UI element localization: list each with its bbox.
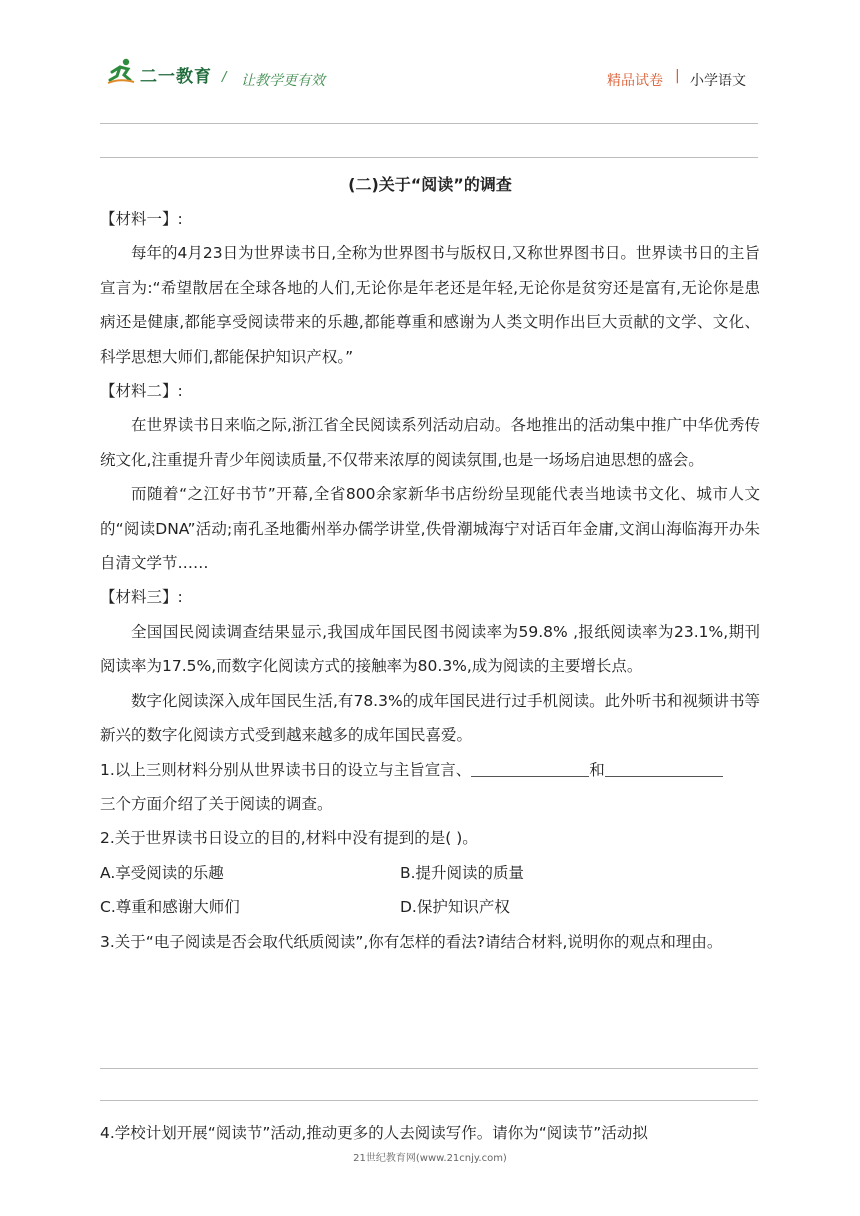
header-tag-premium: 精品试卷 <box>607 73 663 89</box>
option-a: A.享受阅读的乐趣 <box>100 863 224 882</box>
question-1 <box>100 753 760 822</box>
material-3-paragraph-1: 全国国民阅读调查结果显示,我国成年国民图书阅读率为59.8% ,报纸阅读率为23.1%,期刊阅读率为17.5%,而数字化阅读方式的接触率为80.3%,成为阅读的主要增长点。 <box>100 622 760 676</box>
question-2-options-row-2 <box>100 890 760 924</box>
page-header <box>0 0 860 110</box>
option-d: D.保护知识产权 <box>400 898 510 917</box>
material-1-label: 【材料一】: <box>100 210 183 228</box>
question-2-options-row-1 <box>100 856 760 890</box>
question-1-text-b: 和 <box>589 760 605 779</box>
question-4-stem: 4.学校计划开展“阅读节”活动,推动更多的人去阅读写作。请你为“阅读节”活动拟 <box>100 1124 648 1142</box>
exam-content <box>100 168 760 959</box>
header-rule-bottom <box>100 157 758 158</box>
answer-line-2[interactable] <box>100 1100 758 1101</box>
answer-blank-1[interactable] <box>471 758 589 777</box>
material-3-label: 【材料三】: <box>100 588 183 607</box>
material-2-paragraph-2: 而随着“之江好书节”开幕,全省800余家新华书店纷纷呈现能代表当地读书文化、城市人文的“阅读DNA”活动;南孔圣地衢州举办儒学讲堂,佚骨潮城海宁对话百年金庸,文润山海临海开办朱自清文学节…… <box>100 485 760 573</box>
material-2-paragraph-1: 在世界读书日来临之际,浙江省全民阅读系列活动启动。各地推出的活动集中推广中华优秀传统文化,注重提升青少年阅读质量,不仅带来浓厚的阅读氛围,也是一场场启迪思想的盛会。 <box>100 416 760 469</box>
question-1-text-c: 三个方面介绍了关于阅读的调查。 <box>100 794 333 813</box>
question-1-text-a: 1.以上三则材料分别从世界读书日的设立与主旨宣言、 <box>100 760 472 779</box>
page-footer: 21世纪教育网(www.21cnjy.com) <box>353 1153 507 1164</box>
option-b: B.提升阅读的质量 <box>400 863 525 882</box>
slogan: 让教学更有效 <box>241 73 325 89</box>
option-c: C.尊重和感谢大师们 <box>100 898 240 917</box>
slogan-slash: / <box>222 70 227 85</box>
section-title: (二)关于“阅读”的调查 <box>348 175 512 194</box>
runner-logo-icon <box>106 58 136 86</box>
material-3-paragraph-2: 数字化阅读深入成年国民生活,有78.3%的成年国民进行过手机阅读。此外听书和视频讲书等新兴的数字化阅读方式受到越来越多的成年国民喜爱。 <box>100 691 760 745</box>
answer-blank-2[interactable] <box>605 758 723 777</box>
question-3-stem: 3.关于“电子阅读是否会取代纸质阅读”,你有怎样的看法?请结合材料,说明你的观点和理由。 <box>100 932 723 951</box>
header-rule-top <box>100 123 758 124</box>
question-2-stem: 2.关于世界读书日设立的目的,材料中没有提到的是( )。 <box>100 829 478 848</box>
material-2-label: 【材料二】: <box>100 382 183 401</box>
header-tag-subject: 小学语文 <box>690 73 746 89</box>
material-1-paragraph: 每年的4月23日为世界读书日,全称为世界图书与版权日,又称世界图书日。世界读书日的主旨宣言为:“希望散居在全球各地的人们,无论你是年老还是年轻,无论你是贫穷还是富有,无论你是患病还是健康,都能享受阅读带来的乐趣,都能尊重和感谢为人类文明作出巨大贡献的文学、文化、科学思想大师们,都能保护知识产权。” <box>100 244 760 366</box>
answer-line-1[interactable] <box>100 1068 758 1069</box>
header-separator: | <box>675 68 680 84</box>
logo-text: 二一教育 <box>140 67 212 87</box>
